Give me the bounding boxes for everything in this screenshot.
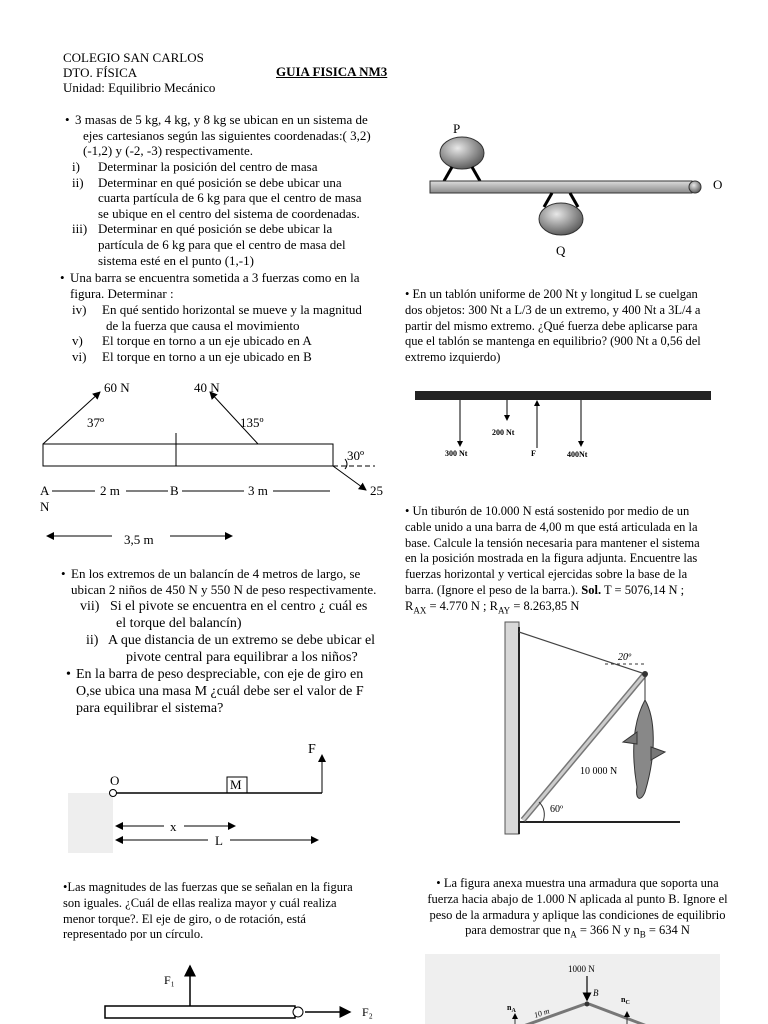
rotation-axis [293,1007,303,1017]
q2-item-text: El torque en torno a un eje ubicado en A [102,333,312,349]
angle-60-arc [539,802,544,822]
nc-symbol: n [621,995,626,1004]
q1-item-text: se ubique en el centro del sistema de coordenadas. [98,205,360,221]
q1-item-text: Determinar en qué posición se debe ubicar una [98,174,342,190]
nb-sub: B [639,929,646,940]
pivot-ball [689,181,701,193]
label-1000n: 1000 N [568,964,595,974]
label-m: M [230,777,242,792]
rod [105,1006,295,1018]
support-p [472,167,480,181]
lever-mass-figure [60,735,370,860]
label-o: O [110,773,120,788]
q1-item-num: iii) [72,221,88,237]
q1-item-num: i) [72,159,80,174]
label-200: 200 Nt [492,428,515,437]
q1-item-text: sistema esté en el punto (1,-1) [98,252,254,268]
ray-sub: AY [498,605,511,616]
label-300: 300 Nt [445,449,468,458]
q3-item-num: vii) [80,599,100,614]
q3-intro-1: • En los extremos de un balancín de 4 metros de largo, se [71,566,396,582]
question-1 [75,112,395,159]
rod-forces-figure [100,960,400,1024]
beam [43,444,333,466]
question-7 [405,504,750,619]
q5-line-2: son iguales. ¿Cuál de ellas realiza mayor y cuál realiza [63,895,337,910]
school-name: COLEGIO SAN CARLOS [63,50,204,65]
q8-line-4 [405,923,750,943]
label-60n: 60 N [104,380,130,395]
label-3m: 3 m [248,483,268,498]
q2-intro-1: • Una barra se encuentra sometida a 3 fuerzas como en la [70,270,395,286]
q8-line-3: peso de la armadura y aplique las condiciones de equilibrio [429,907,726,922]
question-3 [71,566,396,597]
strut-highlight [523,674,645,820]
label-f1: F₁ [164,973,175,987]
label-f: F [531,449,536,458]
q5-line-1-text: Las magnitudes de las fuerzas que se señalan en la figura [67,880,353,894]
nc-symbol-sub: C [625,1000,630,1006]
q5-line-4: representado por un círculo. [63,927,204,942]
q7-line-3: base. Calcule la tensión necesaria para mantener el sistema [405,535,700,550]
label-2m: 2 m [100,483,120,498]
wall [68,793,113,853]
label-3-5m: 3,5 m [124,532,154,547]
q3-item-num: ii) [86,633,99,648]
label-40n: 40 N [194,380,220,395]
q5-line-1: •Las magnitudes de las fuerzas que se señalan en la figura [63,880,353,894]
rax-symbol: R [405,598,414,613]
ray-symbol: R [489,598,498,613]
shark-fin [623,732,637,744]
pivot-o [110,790,117,797]
question-4 [76,666,396,717]
label-30: 30º [347,448,365,463]
nb-value: = 634 N [645,923,690,938]
q7-line-1: • Un tiburón de 10.000 N está sostenido por medio de un [405,504,690,518]
q6-line-4: que el tablón se mantenga en equilibrio? (900 Nt a 0,56 del [405,334,701,349]
q7-line-2: cable unido a una barra de 4,00 m que está articulada en la [405,519,698,534]
mass-p [440,137,484,169]
q2-item-text: El torque en torno a un eje ubicado en B [102,348,312,364]
label-x: x [170,819,177,834]
truss-figure [425,954,720,1024]
q7-line-6-text: barra. (Ignore el peso de la barra.). [405,582,579,597]
shark [634,700,654,798]
q3-intro-2: ubican 2 niños de 450 N y 550 N de peso respectivamente. [71,581,377,597]
q7-line-7 [405,599,750,619]
label-10m: 10 m [532,1006,551,1020]
unit: Unidad: Equilibrio Mecánico [63,80,216,95]
label-p: P [453,121,461,136]
department: DTO. FÍSICA [63,65,138,80]
label-q: Q [556,243,566,258]
q1-intro-1: • 3 masas de 5 kg, 4 kg, y 8 kg se ubican en un sistema de [75,112,395,128]
na-symbol: n [507,1003,512,1012]
label-400: 400Nt [567,450,588,459]
label-b: B [170,483,179,498]
label-f: F [308,742,316,757]
q3-item-text: Si el pivote se encuentra en el centro ¿ cuál es [110,599,368,614]
q2-item-text: En qué sentido horizontal se mueve y la magnitud [102,302,362,317]
q4-line-1: • En la barra de peso despreciable, con eje de giro en [76,666,396,683]
label-f2: F₂ [362,1005,373,1019]
question-5 [63,880,398,943]
q5-line-3: menor torque?. El eje de giro, o de rotación, está [63,911,306,926]
q7-line-5: fuerzas horizontal y vertical ejercidas sobre la base de la [405,567,688,582]
question-8 [405,876,750,944]
q2-items [72,302,397,364]
q6-line-5: extremo izquierdo) [405,350,501,365]
page-title: GUIA FISICA NM3 [276,64,388,79]
rax-value: = 4.770 N ; [426,598,490,613]
label-37: 37º [87,415,105,430]
q3-item-text: el torque del balancín) [116,616,242,631]
q6-line-1: • En un tablón uniforme de 200 Nt y longitud L se cuelgan [405,287,698,301]
q2-item-text: de la fuerza que causa el movimiento [106,317,300,333]
q6-line-1-text: En un tablón uniforme de 200 Nt y longitud L se cuelgan [412,287,698,301]
q8-last-pre: para demostrar que n [465,923,571,938]
q1-item-text: Determinar en qué posición se debe ubicar la [98,221,333,237]
shark-fin [651,747,665,760]
beam-forces-figure [0,370,400,550]
q4-line-2: O,se ubica una masa M ¿cuál debe ser el valor de F [76,684,364,699]
q3-items [80,598,400,666]
support-p [444,167,452,181]
rax-sub: AX [413,605,427,616]
q1-item-num: ii) [72,174,84,190]
label-l: L [215,833,223,848]
q1-items [72,159,392,268]
q1-item-text: Determinar la posición del centro de masa [98,159,318,174]
pq-balance-figure [420,115,740,265]
q6-line-3: partir del mismo extremo. ¿Qué fuerza debe aplicarse para [405,318,698,333]
q2-item-num: vi) [72,348,87,364]
label-20: 20º [618,652,632,663]
q1-intro-2: ejes cartesianos según las siguientes coordenadas:( 3,2) [83,127,371,143]
q8-line-1: • La figura anexa muestra una armadura que soporta una [436,876,719,890]
na-value: = 366 N y n [576,923,640,938]
q3-item-text: pivote central para equilibrar a los niños? [126,650,358,665]
label-o-pq: O [713,177,723,192]
q8-line-1-text: La figura anexa muestra una armadura que soporta una [443,876,719,890]
balance-bar [430,181,692,193]
q3-item-text: A que distancia de un extremo se debe ubicar el [108,633,376,648]
question-6 [405,287,745,366]
q8-line-2: fuerza hacia abajo de 1.000 N aplicada al punto B. Ignore el [427,891,728,906]
force-25n-arrow [333,466,366,490]
label-b: B [593,988,599,998]
label-a: A [40,483,50,498]
mass-q [539,203,583,235]
q7-line-6 [405,583,750,599]
q2-intro-2: figura. Determinar : [70,285,174,301]
label-60: 60º [550,804,564,815]
q7-line-1-text: Un tiburón de 10.000 N está sostenido por medio de un [412,504,690,518]
plank-weights-figure [415,388,715,468]
label-n: N [40,499,50,514]
q7-sol-t: T = 5076,14 N ; [604,582,685,597]
q1-item-text: partícula de 6 kg para que el centro de masa del [98,236,346,252]
ray-value: = 8.263,85 N [510,598,580,613]
label-10000n: 10 000 N [580,766,618,777]
q2-item-num: v) [72,333,83,349]
plank [415,391,711,400]
question-2 [70,270,395,301]
joint-b [585,1002,590,1007]
q1-intro-3: (-1,2) y (-2, -3) respectivamente. [83,143,254,159]
q6-line-2: dos objetos: 300 Nt a L/3 de un extremo, y 400 Nt a 3L/4 a [405,302,701,317]
q4-line-3: para equilibrar el sistema? [76,701,224,716]
shark-crane-figure [505,622,685,837]
na-sub: A [570,929,577,940]
wall [505,622,519,834]
label-135: 135º [240,415,264,430]
na-symbol-sub: A [511,1008,516,1014]
q7-line-4: en la posición mostrada en la figura adjunta. Encuentre las [405,551,698,566]
q1-item-text: cuarta partícula de 6 kg para que el centro de masa [98,190,362,206]
q7-sol-label: Sol. [581,582,602,597]
q2-item-num: iv) [72,302,87,317]
label-25: 25 [370,483,383,498]
